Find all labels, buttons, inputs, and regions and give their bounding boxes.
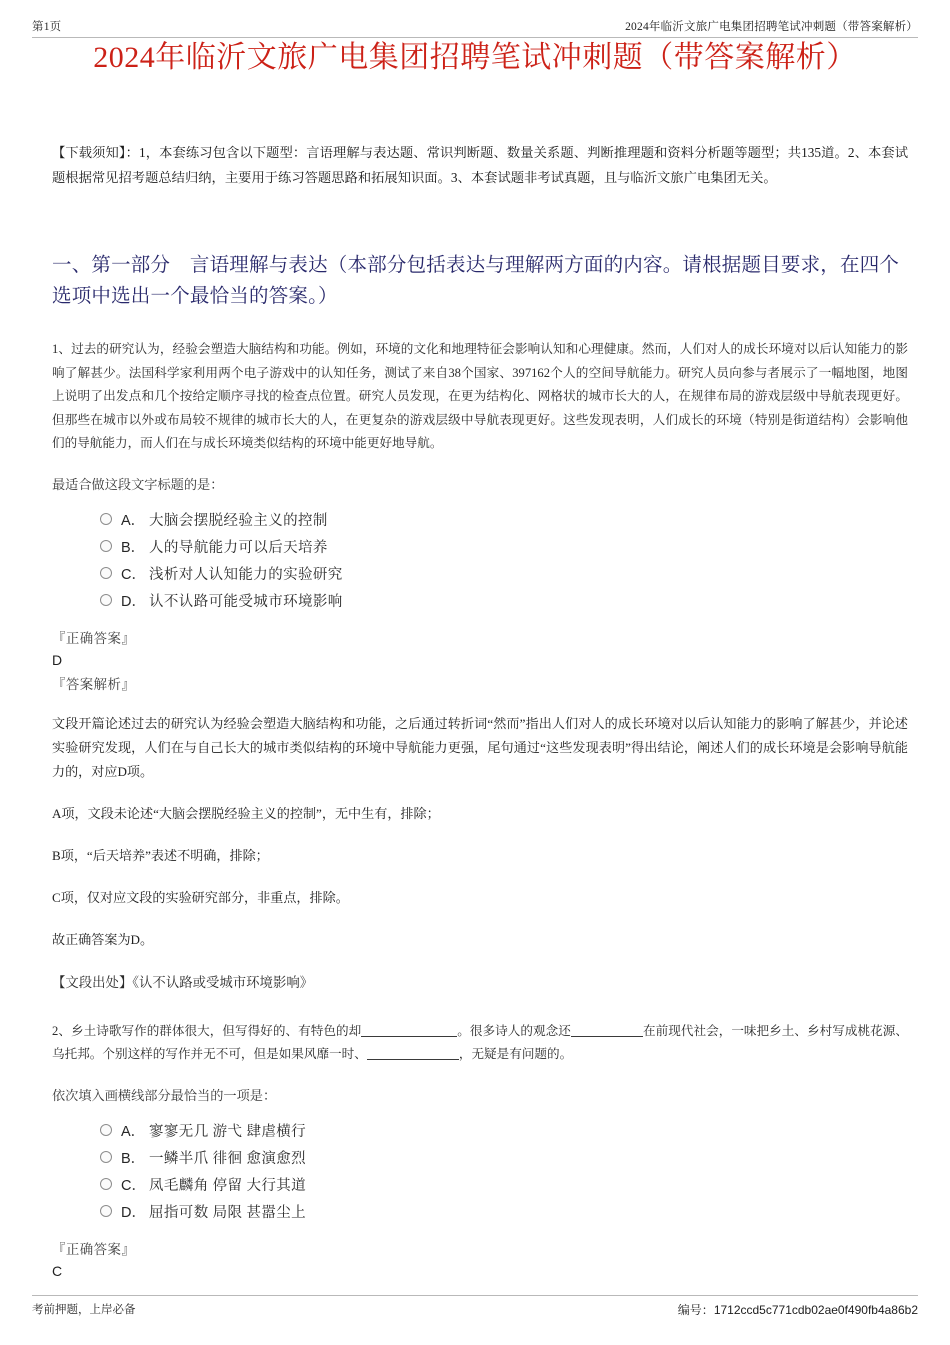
- option-letter: A．: [121, 1123, 146, 1140]
- correct-answer-label: 『正确答案』: [52, 630, 136, 646]
- download-notice: 【下载须知】：1，本套练习包含以下题型：言语理解与表达题、常识判断题、数量关系题、判断推理题和资料分析题等题型；共135道。2、本套试题根据常见招考题总结归纳，主要用于练习答题思路和拓展知识面。3、本套试题非考试真题，且与临沂文旅广电集团无关。: [52, 145, 908, 185]
- footer-code-label: 编号：: [677, 1303, 714, 1317]
- footer-document-code: [678, 1301, 918, 1318]
- correct-answer-value: C: [52, 1262, 63, 1279]
- analysis-paragraph: 文段开篇论述过去的研究认为经验会塑造大脑结构和功能，之后通过转折词“然而”指出人们对人的成长环境对以后认知能力的影响了解甚少，并论述实验研究发现，人们在与自己长大的城市类似结构的环境中导航能力更强，尾句通过“这些发现表明”得出结论，阐述人们的成长环境是会影响导航能力的，对应D项。: [52, 715, 908, 779]
- footer-slogan: 考前押题，上岸必备: [32, 1304, 136, 1316]
- question-2-stem-part-3: 在前现代社会，一味把乡土、乡村写成桃花源、乌托邦。个别这样的写作并无不可，但是如果风靡一时、: [52, 1023, 909, 1061]
- question-2-stem: [52, 1020, 908, 1067]
- analysis-paragraph: 故正确答案为D。: [52, 931, 154, 947]
- option-row[interactable]: [100, 560, 908, 587]
- option-text: 人的导航能力可以后天培养: [149, 539, 328, 556]
- option-letter: D．: [121, 593, 146, 610]
- radio-button-icon[interactable]: [100, 1205, 112, 1217]
- question-2: [52, 1020, 908, 1281]
- page-title: 2024年临沂文旅广电集团招聘笔试冲刺题（带答案解析）: [93, 41, 857, 74]
- option-text: 寥寥无几 游弋 肆虐横行: [149, 1123, 307, 1140]
- option-text: 大脑会摆脱经验主义的控制: [149, 512, 328, 529]
- option-letter: C．: [121, 566, 146, 583]
- option-text: 一鳞半爪 徘徊 愈演愈烈: [149, 1150, 307, 1167]
- question-1-stem: 1、过去的研究认为，经验会塑造大脑结构和功能。例如，环境的文化和地理特征会影响认知和心理健康。然而，人们对人的成长环境对以后认知能力的影响了解甚少。法国科学家利用两个电子游戏中的认知任务，测试了来自38个国家、397162个人的空间导航能力。研究人员向参与者展示了一幅地图，地图上说明了出发点和几个按给定顺序寻找的检查点位置。研究人员发现，在更为结构化、网格状的城市长大的人，在规律布局的游戏层级中导航表现更好。但那些在城市以外或布局较不规律的城市长大的人，在更复杂的游戏层级中导航表现更好。这些发现表明，人们成长的环境（特别是街道结构）会影响他们的导航能力，而人们在与成长环境类似结构的环境中能更好地导航。: [52, 342, 908, 450]
- fill-blank-2: [571, 1024, 643, 1037]
- option-letter: C．: [121, 1177, 146, 1194]
- fill-blank-3: [367, 1047, 459, 1060]
- analysis-paragraph: C项，仅对应文段的实验研究部分，非重点，排除。: [52, 889, 349, 905]
- running-footer: [32, 1295, 918, 1327]
- option-row[interactable]: [100, 1198, 908, 1225]
- running-header-title: 2024年临沂文旅广电集团招聘笔试冲刺题（带答案解析）: [625, 21, 918, 33]
- document-body: [52, 140, 908, 1281]
- passage-source: 【文段出处】《认不认路或受城市环境影响》: [52, 974, 314, 990]
- option-row[interactable]: [100, 533, 908, 560]
- radio-button-icon[interactable]: [100, 513, 112, 525]
- option-row[interactable]: [100, 1144, 908, 1171]
- option-letter: B．: [121, 539, 146, 556]
- question-1: [52, 338, 908, 994]
- option-text: 认不认路可能受城市环境影响: [149, 593, 343, 610]
- radio-button-icon[interactable]: [100, 1124, 112, 1136]
- analysis-paragraph: A项，文段未论述“大脑会摆脱经验主义的控制”，无中生有，排除；: [52, 805, 440, 821]
- footer-code-value: 1712ccd5c771cdb02ae0f490fb4a86b2: [713, 1303, 918, 1317]
- option-row[interactable]: [100, 587, 908, 614]
- question-2-prompt: 依次填入画横线部分最恰当的一项是：: [52, 1087, 277, 1103]
- option-letter: D．: [121, 1204, 146, 1221]
- answer-analysis-label: 『答案解析』: [52, 676, 136, 692]
- radio-button-icon[interactable]: [100, 567, 112, 579]
- question-2-stem-part-4: ，无疑是有问题的。: [458, 1047, 573, 1061]
- radio-button-icon[interactable]: [100, 1178, 112, 1190]
- section-heading: 一、第一部分 言语理解与表达（本部分包括表达与理解两方面的内容。请根据题目要求，在四个选项中选出一个最恰当的答案。）: [52, 255, 900, 307]
- fill-blank-1: [361, 1024, 457, 1037]
- question-1-prompt: 最适合做这段文字标题的是：: [52, 476, 224, 492]
- analysis-paragraph: B项，“后天培养”表述不明确，排除；: [52, 847, 269, 863]
- page-number-marker: 第1页: [32, 21, 62, 33]
- option-letter: B．: [121, 1150, 146, 1167]
- option-row[interactable]: [100, 1171, 908, 1198]
- correct-answer-label: 『正确答案』: [52, 1241, 136, 1257]
- radio-button-icon[interactable]: [100, 594, 112, 606]
- option-row[interactable]: [100, 506, 908, 533]
- running-header: [32, 10, 918, 38]
- option-row[interactable]: [100, 1117, 908, 1144]
- option-text: 屈指可数 局限 甚嚣尘上: [149, 1204, 307, 1221]
- correct-answer-value: D: [52, 651, 63, 668]
- option-letter: A．: [121, 512, 146, 529]
- question-2-stem-part-1: 2、乡土诗歌写作的群体很大，但写得好的、有特色的却: [52, 1023, 362, 1038]
- question-2-options: [52, 1117, 908, 1225]
- question-2-stem-part-2: 。很多诗人的观念还: [457, 1023, 571, 1038]
- option-text: 浅析对人认知能力的实验研究: [149, 566, 343, 583]
- radio-button-icon[interactable]: [100, 540, 112, 552]
- radio-button-icon[interactable]: [100, 1151, 112, 1163]
- option-text: 凤毛麟角 停留 大行其道: [149, 1177, 307, 1194]
- question-1-options: [52, 506, 908, 614]
